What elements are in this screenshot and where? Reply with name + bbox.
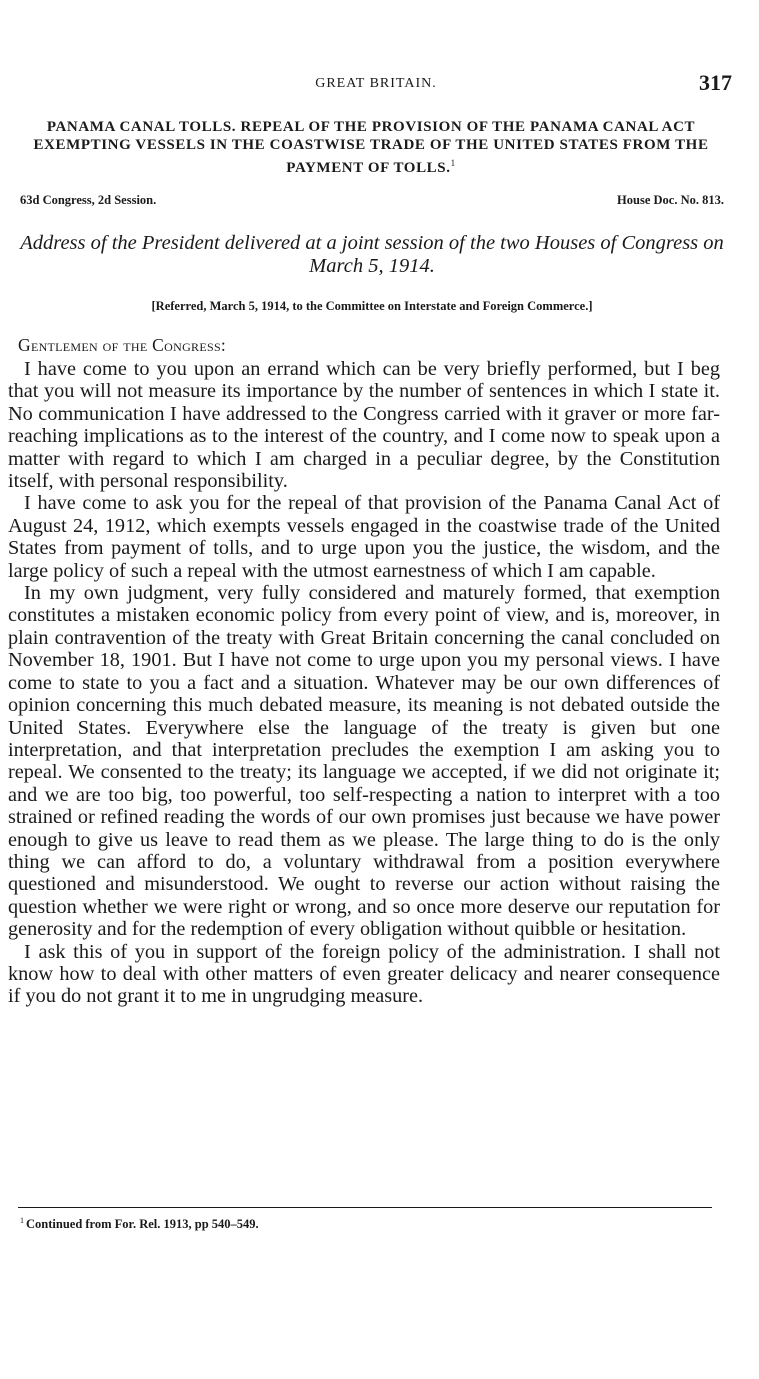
title-footnote-ref: 1 xyxy=(450,158,456,168)
salutation: Gentlemen of the Congress: xyxy=(18,335,227,355)
running-header xyxy=(20,70,732,98)
document-title-text: PANAMA CANAL TOLLS. REPEAL OF THE PROVISION OF THE PANAMA CANAL ACT EXEMPTING VESSELS IN THE COASTWISE TRADE OF THE UNITED STATES FROM THE PAYMENT OF TOLLS. xyxy=(33,119,709,176)
congress-session: 63d Congress, 2d Session. xyxy=(20,193,157,207)
page-number: 317 xyxy=(699,70,732,95)
document-title xyxy=(18,118,724,177)
referral-note: [Referred, March 5, 1914, to the Committee on Interstate and Foreign Commerce.] xyxy=(151,299,593,313)
address-title: Address of the President delivered at a joint session of the two Houses of Congress on March 5, 1914. xyxy=(20,232,724,277)
paragraph: I ask this of you in support of the foreign policy of the administration. I shall not know how to deal with other matters of even greater delicacy and nearer consequence if you do not grant it to me in ungrudging measure. xyxy=(8,940,720,1008)
address-body xyxy=(8,358,720,1008)
footnote-text: Continued from For. Rel. 1913, pp 540–549. xyxy=(26,1217,259,1232)
footnote-marker: 1 xyxy=(20,1216,24,1225)
paragraph: I have come to you upon an errand which can be very briefly performed, but I beg that you will not measure its importance by the number of sentences in which I state it. No communication I have addressed to the Congress carried with it graver or more far-reaching implications as to the interest of the country, and I come now to speak upon a matter with regard to which I am charged in a peculiar degree, by the Constitution itself, with personal responsibility. xyxy=(8,358,720,493)
paragraph: In my own judgment, very fully considered and maturely formed, that exemption constitutes a mistaken economic policy from every point of view, and is, moreover, in plain contravention of the treaty with Great Britain concerning the canal concluded on November 18, 1901. But I have not come to urge upon you my personal views. I have come to state to you a fact and a situation. Whatever may be our own differences of opinion concerning this much debated measure, its meaning is not debated outside the United States. Everywhere else the language of the treaty is given but one interpretation, and that interpretation precludes the exemption I am asking you to repeal. We consented to the treaty; its language we accepted, if we did not originate it; and we are too big, too powerful, too self-respecting a nation to interpret with a too strained or refined reading the words of our own promises just because we have power enough to give us leave to read them as we please. The large thing to do is the only thing we can afford to do, a voluntary withdrawal from a position everywhere questioned and misunderstood. We ought to reverse our action without raising the question whether we were right or wrong, and so once more deserve our reputation for generosity and for the redemption of every obligation without quibble or hesitation. xyxy=(8,582,720,941)
footnote-divider xyxy=(18,1207,712,1208)
house-document-number: House Doc. No. 813. xyxy=(617,193,724,207)
paragraph: I have come to ask you for the repeal of that provision of the Panama Canal Act of August 24, 1912, which exempts vessels engaged in the coastwise trade of the United States from payment of tolls, and to urge upon you the justice, the wisdom, and the large policy of such a repeal with the utmost earnestness of which I am capable. xyxy=(8,492,720,582)
footnote xyxy=(20,1216,259,1232)
running-title: GREAT BRITAIN. xyxy=(315,76,437,91)
